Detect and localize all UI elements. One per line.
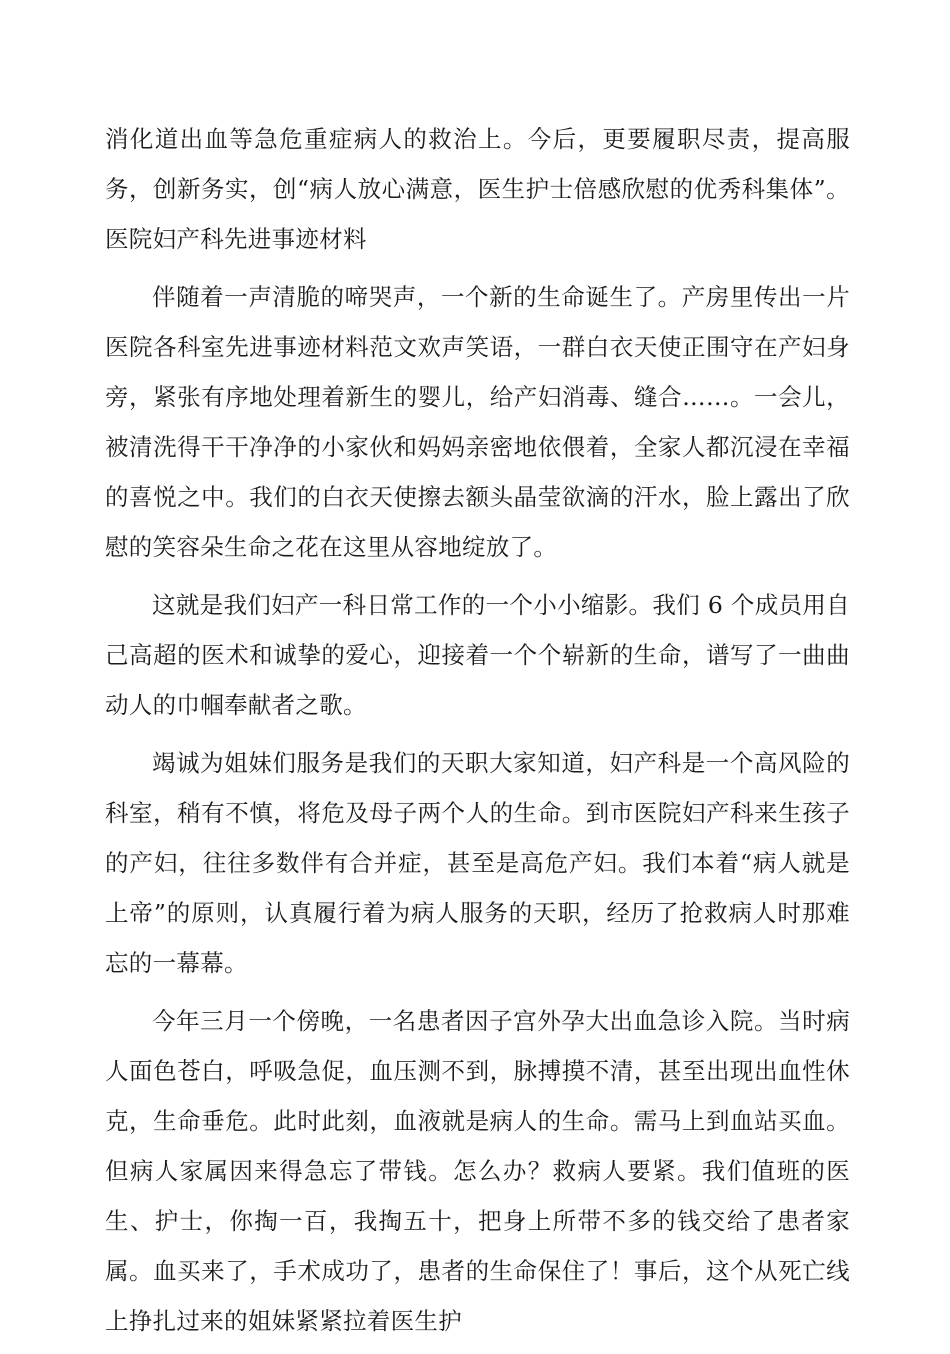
paragraph-emergency-case: 今年三月一个傍晚，一名患者因子宫外孕大出血急诊入院。当时病人面色苍白，呼吸急促，血压测不到，脉搏摸不清，甚至出现出血性休克，生命垂危。此时此刻，血液就是病人的生命。需马上到血站买血。但病人家属因来得急忘了带钱。怎么办？救病人要紧。我们值班的医生、护士，你掏一百，我掏五十，把身上所带不多的钱交给了患者家属。血买来了，手术成功了，患者的生命保住了！事后，这个从死亡线上挣扎过来的姐妹紧紧拉着医生护 — [105, 1007, 850, 1335]
paragraph-birth-scene: 伴随着一声清脆的啼哭声，一个新的生命诞生了。产房里传出一片医院各科室先进事迹材料范文欢声笑语，一群白衣天使正围守在产妇身旁，紧张有序地处理着新生的婴儿，给产妇消毒、缝合……。一会儿，被清洗得干干净净的小家伙和妈妈亲密地依偎着，全家人都沉浸在幸福的喜悦之中。我们的白衣天使擦去额头晶莹欲滴的汗水，脸上露出了欣慰的笑容朵生命之花在这里从容地绽放了。 — [105, 283, 850, 561]
document-body — [105, 114, 850, 1354]
paragraph-service-duty: 竭诚为姐妹们服务是我们的天职大家知道，妇产科是一个高风险的科室，稍有不慎，将危及母子两个人的生命。到市医院妇产科来生孩子的产妇，往往多数伴有合并症，甚至是高危产妇。我们本着“病人就是上帝”的原则，认真履行着为病人服务的天职，经历了抢救病人时那难忘的一幕幕。 — [105, 749, 850, 977]
paragraph-continuation: 消化道出血等急危重症病人的救治上。今后，更要履职尽责，提高服务，创新务实，创“病人放心满意，医生护士倍感欣慰的优秀科集体”。医院妇产科先进事迹材料 — [105, 125, 850, 253]
paragraph-department-summary: 这就是我们妇产一科日常工作的一个小小缩影。我们 6 个成员用自己高超的医术和诚挚的爱心，迎接着一个个崭新的生命，谱写了一曲曲动人的巾帼奉献者之歌。 — [105, 591, 850, 719]
